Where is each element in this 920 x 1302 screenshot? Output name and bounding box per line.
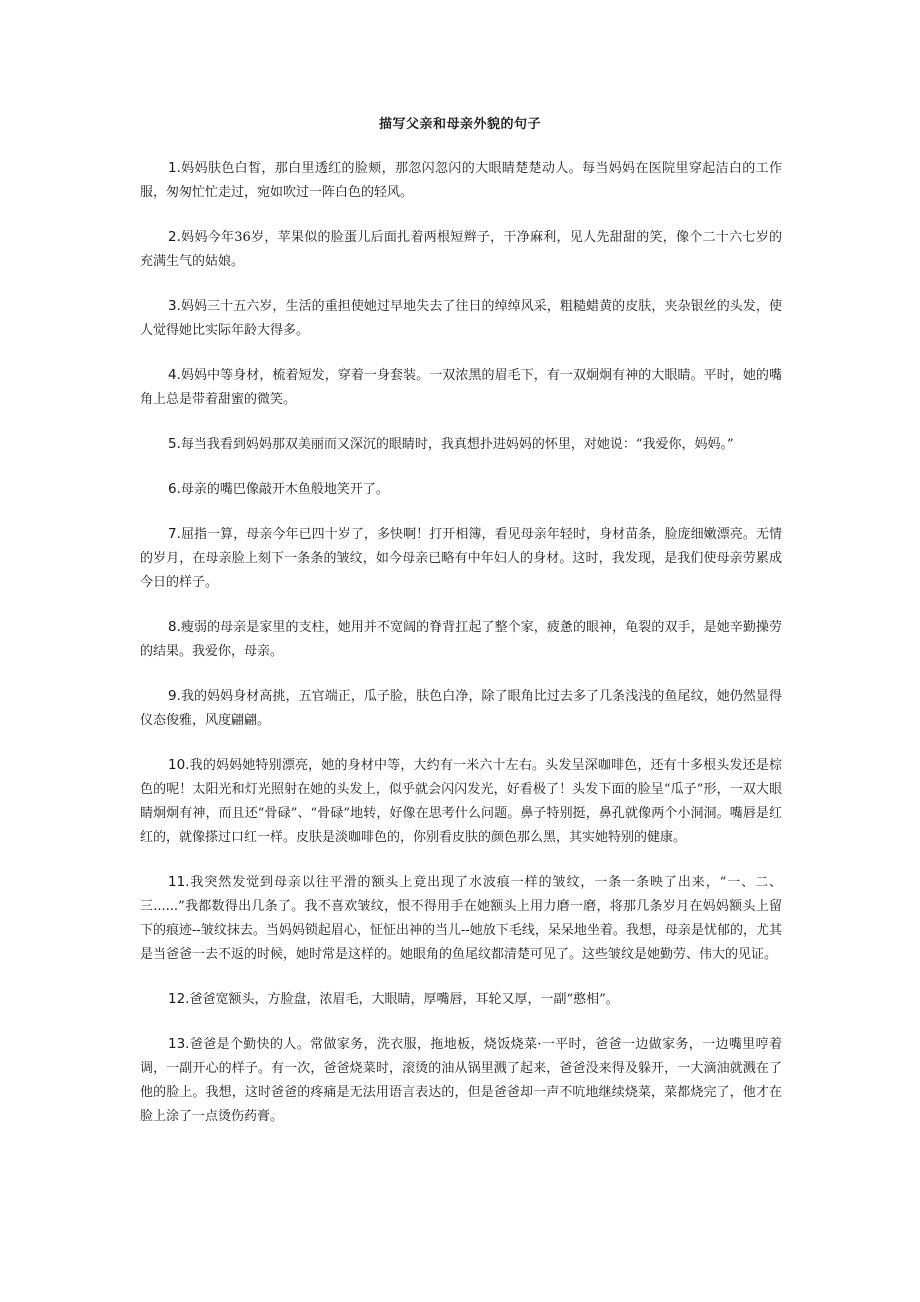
paragraph-text: 妈妈肤色白皙，那白里透红的脸颊，那忽闪忽闪的大眼睛楚楚动人。每当妈妈在医院里穿起洁白的工作服，匆匆忙忙走过，宛如吹过一阵白色的轻风。 <box>140 161 782 200</box>
paragraph-number: 5. <box>168 436 181 452</box>
document-body <box>140 156 782 1149</box>
paragraph-text: 妈妈今年36岁，苹果似的脸蛋儿后面扎着两根短辫子，干净麻利，见人先甜甜的笑，像个二十六七岁的充满生气的姑娘。 <box>140 230 782 269</box>
paragraph-6 <box>140 477 782 502</box>
paragraph-number: 6. <box>168 481 181 497</box>
paragraph-text: 妈妈中等身材，梳着短发，穿着一身套装。一双浓黑的眉毛下，有一双炯炯有神的大眼睛。平时，她的嘴角上总是带着甜蜜的微笑。 <box>140 368 782 407</box>
paragraph-number: 9. <box>168 688 181 704</box>
paragraph-11 <box>140 870 782 967</box>
paragraph-number: 1. <box>168 160 181 176</box>
paragraph-number: 8. <box>168 619 181 635</box>
paragraph-text: 我突然发觉到母亲以往平滑的额头上竟出现了水波痕一样的皱纹，一条一条映了出来，“一、二、三......”我都数得出几条了。我不喜欢皱纹，恨不得用手在她额头上用力磨一磨，将那几条岁月在妈妈额头上留下的痕迹--皱纹抹去。当妈妈锁起眉心，怔怔出神的当儿--她放下毛线，呆呆地坐着。我想，母亲是忧郁的，尤其是当爸爸一去不返的时候，她时常是这样的。她眼角的鱼尾纹都清楚可见了。这些皱纹是她勤劳、伟大的见证。 <box>140 875 782 962</box>
paragraph-number: 4. <box>168 367 181 383</box>
paragraph-number: 11. <box>168 874 190 890</box>
paragraph-7 <box>140 522 782 595</box>
paragraph-number: 12. <box>168 991 190 1007</box>
paragraph-number: 3. <box>168 298 181 314</box>
paragraph-13 <box>140 1032 782 1129</box>
paragraph-3 <box>140 294 782 343</box>
paragraph-number: 13. <box>168 1036 190 1052</box>
paragraph-text: 爸爸是个勤快的人。常做家务，洗衣服，拖地板，烧饭烧菜·一平时，爸爸一边做家务，一边嘴里哼着调，一副开心的样子。有一次，爸爸烧菜时，滚烫的油从锅里溅了起来，爸爸没来得及躲开，一大滴油就溅在了他的脸上。我想，这时爸爸的疼痛是无法用语言表达的，但是爸爸却一声不吭地继续烧菜，菜都烧完了，他才在脸上涂了一点烫伤药膏。 <box>140 1037 782 1124</box>
paragraph-number: 10. <box>168 757 190 773</box>
paragraph-10 <box>140 753 782 850</box>
paragraph-text: 妈妈三十五六岁，生活的重担使她过早地失去了往日的绰绰风采，粗糙蜡黄的皮肤，夹杂银丝的头发，使人觉得她比实际年龄大得多。 <box>140 299 782 338</box>
paragraph-8 <box>140 615 782 664</box>
paragraph-text: 我的妈妈身材高挑，五官端正，瓜子脸，肤色白净，除了眼角比过去多了几条浅浅的鱼尾纹，她仍然显得仪态俊雅，风度翩翩。 <box>140 689 782 728</box>
paragraph-12 <box>140 987 782 1012</box>
paragraph-text: 爸爸宽额头，方脸盘，浓眉毛，大眼睛，厚嘴唇，耳轮又厚，一副“憨相”。 <box>189 992 619 1007</box>
paragraph-text: 屈指一算，母亲今年已四十岁了，多快啊！打开相簿，看见母亲年轻时，身材苗条，脸庞细嫩漂亮。无情的岁月，在母亲脸上刻下一条条的皱纹，如今母亲已略有中年妇人的身材。这时，我发现，是我们使母亲劳累成今日的样子。 <box>140 527 782 590</box>
paragraph-2 <box>140 225 782 274</box>
paragraph-number: 7. <box>168 526 181 542</box>
paragraph-text: 瘦弱的母亲是家里的支柱，她用并不宽阔的脊背扛起了整个家，疲惫的眼神，龟裂的双手，是她辛勤操劳的结果。我爱你，母亲。 <box>140 620 782 659</box>
paragraph-text: 每当我看到妈妈那双美丽而又深沉的眼睛时，我真想扑进妈妈的怀里，对她说：“我爱你，妈妈。” <box>180 437 734 452</box>
document-title: 描写父亲和母亲外貌的句子 <box>378 117 541 132</box>
paragraph-5 <box>140 432 782 457</box>
paragraph-9 <box>140 684 782 733</box>
paragraph-number: 2. <box>168 229 181 245</box>
paragraph-4 <box>140 363 782 412</box>
paragraph-text: 我的妈妈她特别漂亮，她的身材中等，大约有一米六十左右。头发呈深咖啡色，还有十多根头发还是棕色的呢！太阳光和灯光照射在她的头发上，似乎就会闪闪发光，好看极了！头发下面的脸呈“瓜子”形，一双大眼睛炯炯有神，而且还“骨碌”、“骨碌”地转，好像在思考什么问题。鼻子特别挺，鼻孔就像两个小洞洞。嘴唇是红红的，就像搽过口红一样。皮肤是淡咖啡色的，你别看皮肤的颜色那么黑，其实她特别的健康。 <box>140 758 782 845</box>
paragraph-text: 母亲的嘴巴像敲开木鱼般地笑开了。 <box>180 482 389 497</box>
paragraph-1 <box>140 156 782 205</box>
